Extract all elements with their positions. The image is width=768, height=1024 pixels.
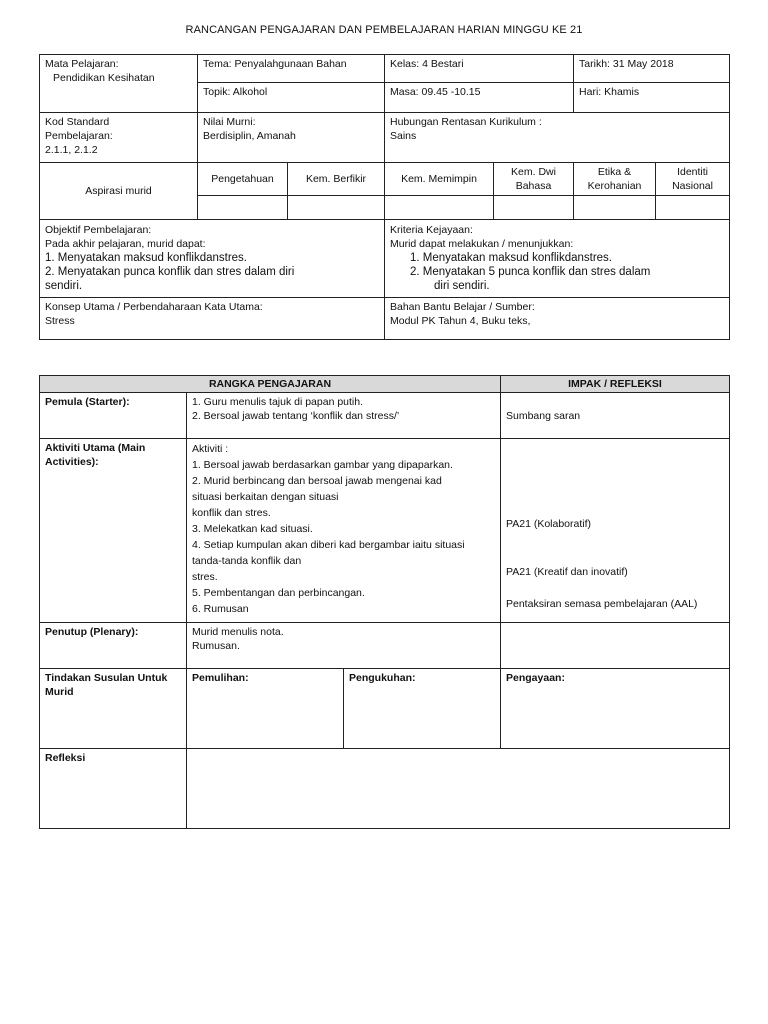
criteria-item: diri sendiri.	[434, 280, 490, 292]
link-value: Sains	[390, 130, 417, 142]
aspiration-blank	[574, 196, 656, 220]
theme-cell: Tema: Penyalahgunaan Bahan	[198, 55, 385, 83]
starter-impact: Sumbang saran	[501, 393, 730, 439]
date-cell: Tarikh: 31 May 2018	[574, 55, 730, 83]
reinforcement-cell: Pengukuhan:	[344, 669, 501, 749]
objective-cell	[40, 220, 385, 298]
followup-label	[40, 669, 187, 749]
link-cell	[385, 113, 730, 163]
aspiration-col-national: Identiti Nasional	[656, 163, 730, 196]
subject-value: Pendidikan Kesihatan	[53, 72, 155, 84]
starter-line: 2. Bersoal jawab tentang ‘konflik dan stress/’	[192, 410, 400, 422]
aspiration-col-ethics: Etika & Kerohanian	[574, 163, 656, 196]
main-line: 4. Setiap kumpulan akan diberi kad bergambar iaitu situasi	[192, 539, 465, 551]
plenary-line: Murid menulis nota.	[192, 626, 284, 638]
criteria-item: 1. Menyatakan maksud konflikdanstres.	[410, 252, 612, 264]
day-cell: Hari: Khamis	[574, 83, 730, 113]
plenary-line: Rumusan.	[192, 640, 240, 652]
link-label: Hubungan Rentasan Kurikulum :	[390, 116, 542, 128]
main-line: Aktiviti :	[192, 443, 229, 455]
main-line: tanda-tanda konflik dan	[192, 555, 302, 567]
main-line: 6. Rumusan	[192, 603, 249, 615]
subject-cell	[40, 55, 198, 113]
main-line: 1. Bersoal jawab berdasarkan gambar yang dipaparkan.	[192, 459, 453, 471]
impact-item: Pentaksiran semasa pembelajaran (AAL)	[506, 598, 698, 610]
aspiration-col-bilingual: Kem. Dwi Bahasa	[494, 163, 574, 196]
impact-header: IMPAK / REFLEKSI	[501, 376, 730, 393]
resources-cell	[385, 298, 730, 340]
main-impact	[501, 439, 730, 623]
plenary-content	[187, 623, 501, 669]
remedial-cell: Pemulihan:	[187, 669, 344, 749]
objective-intro: Pada akhir pelajaran, murid dapat:	[45, 238, 206, 250]
main-label-1: Aktiviti Utama (Main	[45, 442, 146, 454]
followup-label-1: Tindakan Susulan Untuk	[45, 672, 168, 684]
main-activities-content	[187, 439, 501, 623]
enrichment-cell: Pengayaan:	[501, 669, 730, 749]
main-line: stres.	[192, 571, 218, 583]
main-line: 5. Pembentangan dan perbincangan.	[192, 587, 365, 599]
main-activities-label	[40, 439, 187, 623]
followup-label-2: Murid	[45, 686, 74, 698]
standard-cell	[40, 113, 198, 163]
plenary-label: Penutup (Plenary):	[40, 623, 187, 669]
plenary-impact	[501, 623, 730, 669]
impact-item: PA21 (Kolaboratif)	[506, 518, 592, 530]
main-label-2: Activities):	[45, 456, 99, 468]
aspiration-col-leading: Kem. Memimpin	[385, 163, 494, 196]
standard-label-2: Pembelajaran:	[45, 130, 113, 142]
criteria-cell	[385, 220, 730, 298]
aspiration-col-thinking: Kem. Berfikir	[288, 163, 385, 196]
aspiration-label: Aspirasi murid	[40, 163, 198, 220]
values-value: Berdisiplin, Amanah	[203, 130, 296, 142]
main-line: situasi berkaitan dengan situasi	[192, 491, 339, 503]
values-label: Nilai Murni:	[203, 116, 256, 128]
resources-value: Modul PK Tahun 4, Buku teks,	[390, 315, 531, 327]
starter-label: Pemula (Starter):	[40, 393, 187, 439]
main-line: konflik dan stres.	[192, 507, 271, 519]
criteria-label: Kriteria Kejayaan:	[390, 224, 473, 236]
aspiration-blank	[494, 196, 574, 220]
aspiration-blank	[385, 196, 494, 220]
criteria-intro: Murid dapat melakukan / menunjukkan:	[390, 238, 574, 250]
plan-header: RANGKA PENGAJARAN	[40, 376, 501, 393]
subject-label: Mata Pelajaran:	[45, 58, 119, 70]
aspiration-blank	[198, 196, 288, 220]
objective-item: 2. Menyatakan punca konflik dan stres dalam diri	[45, 266, 295, 278]
objective-label: Objektif Pembelajaran:	[45, 224, 152, 236]
class-cell: Kelas: 4 Bestari	[385, 55, 574, 83]
reflection-label: Refleksi	[40, 749, 187, 829]
starter-line: 1. Guru menulis tajuk di papan putih.	[192, 396, 364, 408]
aspiration-blank	[288, 196, 385, 220]
criteria-item: 2. Menyatakan 5 punca konflik dan stres dalam	[410, 266, 651, 278]
concept-label: Konsep Utama / Perbendaharaan Kata Utama:	[45, 301, 263, 313]
reflection-content	[187, 749, 730, 829]
standard-value: 2.1.1, 2.1.2	[45, 144, 98, 156]
values-cell	[198, 113, 385, 163]
aspiration-blank	[656, 196, 730, 220]
standard-label-1: Kod Standard	[45, 116, 110, 128]
main-line: 2. Murid berbincang dan bersoal jawab mengenai kad	[192, 475, 442, 487]
topic-cell: Topik: Alkohol	[198, 83, 385, 113]
impact-item: PA21 (Kreatif dan inovatif)	[506, 566, 628, 578]
starter-content	[187, 393, 501, 439]
lesson-info-table	[39, 54, 730, 340]
objective-item: sendiri.	[45, 280, 83, 292]
lesson-plan-table	[39, 375, 730, 829]
aspiration-col-knowledge: Pengetahuan	[198, 163, 288, 196]
document-title: RANCANGAN PENGAJARAN DAN PEMBELAJARAN HARIAN MINGGU KE 21	[185, 24, 583, 36]
concept-value: Stress	[45, 315, 75, 327]
resources-label: Bahan Bantu Belajar / Sumber:	[390, 301, 535, 313]
concept-cell	[40, 298, 385, 340]
objective-item: 1. Menyatakan maksud konflikdanstres.	[45, 252, 247, 264]
time-cell: Masa: 09.45 -10.15	[385, 83, 574, 113]
main-line: 3. Melekatkan kad situasi.	[192, 523, 313, 535]
